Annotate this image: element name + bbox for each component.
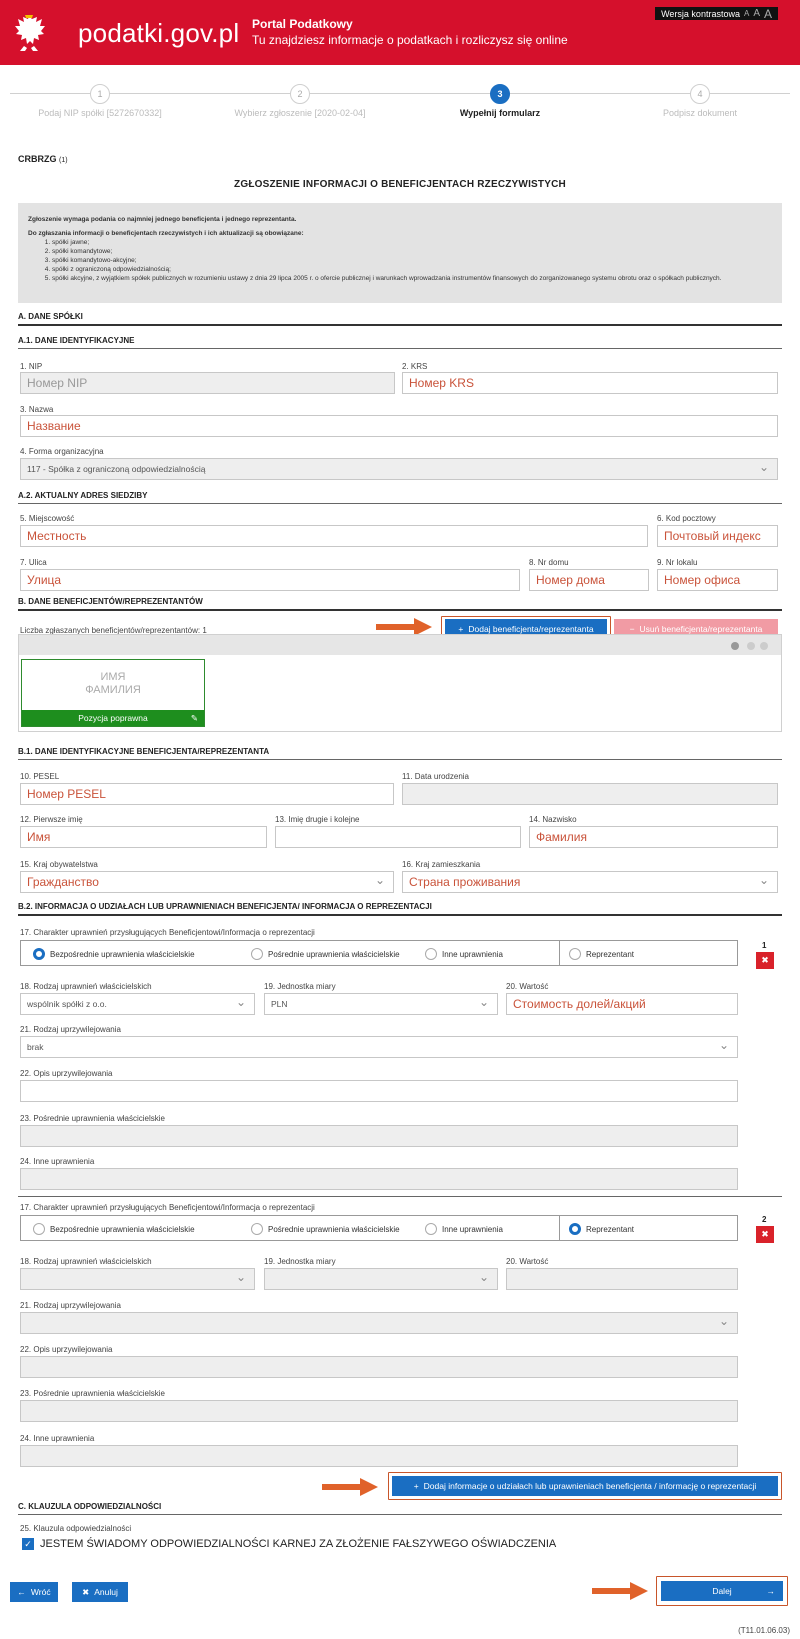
section-a1-title: A.1. DANE IDENTYFIKACYJNE [18, 336, 782, 349]
site-header [0, 0, 800, 65]
info-line-1: Zgłoszenie wymaga podania co najmniej jednego beneficjenta i jednego reprezentanta. [28, 216, 297, 223]
entry-1-other-label: 24. Inne uprawnienia [20, 1157, 95, 1166]
nip-label: 1. NIP [20, 362, 43, 371]
flat-label: 9. Nr lokalu [657, 558, 698, 567]
first-name-field[interactable]: Имя [20, 826, 267, 848]
entry-1-other-field[interactable] [20, 1168, 738, 1190]
carousel-prev-icon[interactable] [747, 642, 755, 650]
section-a2-title: A.2. AKTUALNY ADRES SIEDZIBY [18, 491, 782, 504]
form-code [18, 154, 68, 164]
entry-2-other-field[interactable] [20, 1445, 738, 1467]
pesel-label: 10. PESEL [20, 772, 60, 781]
clause-checkbox[interactable] [22, 1538, 34, 1550]
option-label: Reprezentant [586, 1224, 635, 1234]
pesel-field[interactable]: Номер PESEL [20, 783, 394, 805]
step-1 [0, 82, 200, 118]
contrast-label: Wersja kontrastowa [661, 8, 740, 19]
card-name [22, 671, 204, 697]
section-a-title: A. DANE SPÓŁKI [18, 312, 782, 326]
zip-label: 6. Kod pocztowy [657, 514, 716, 523]
back-button[interactable] [10, 1582, 58, 1602]
surname-label: 14. Nazwisko [529, 815, 577, 824]
radio-unchecked-icon [569, 948, 581, 960]
entry-2-option-representative[interactable] [569, 1223, 634, 1235]
citizenship-select[interactable]: Гражданство ⌄ [20, 871, 394, 893]
name-field[interactable]: Название [20, 415, 778, 437]
first-name-label: 12. Pierwsze imię [20, 815, 83, 824]
arrow-left-icon: ← [17, 1587, 26, 1597]
dob-label: 11. Data urodzenia [402, 772, 470, 781]
step-3-label: Wypełnij formularz [459, 108, 541, 118]
entry-2-other-label: 24. Inne uprawnienia [20, 1434, 95, 1443]
entry-2-char-label: 17. Charakter uprawnień przysługujących Beneficjentowi/Informacja o reprezentacji [20, 1203, 315, 1212]
back-label: Wróć [30, 1587, 51, 1597]
entry-2-option-other[interactable] [425, 1223, 503, 1235]
entry-2-priv-desc-label: 22. Opis uprzywilejowania [20, 1345, 113, 1354]
option-label: Reprezentant [586, 949, 635, 959]
entry-2-value-field[interactable] [506, 1268, 738, 1290]
entry-2-indirect-label: 23. Pośrednie uprawnienia właścicielskie [20, 1389, 165, 1398]
section-c-title: C. KLAUZULA ODPOWIEDZIALNOŚCI [18, 1502, 782, 1515]
flat-field[interactable]: Номер офиса [657, 569, 778, 591]
pencil-icon[interactable]: ✎ [190, 713, 198, 723]
section-b1-title: B.1. DANE IDENTYFIKACYJNE BENEFICJENTA/REPREZENTANTA [18, 747, 782, 760]
clause-label: 25. Klauzula odpowiedzialności [20, 1524, 132, 1533]
entry-2-option-indirect[interactable] [251, 1223, 400, 1235]
plus-icon: + [458, 624, 464, 634]
site-brand[interactable]: podatki.gov.pl [78, 18, 240, 48]
plus-icon: + [413, 1481, 419, 1491]
entry-2-index: 2 [762, 1215, 767, 1224]
entry-divider [18, 1196, 782, 1197]
nip-field[interactable]: Номер NIP [20, 372, 395, 394]
option-label: Bezpośrednie uprawnienia właścicielskie [50, 949, 195, 959]
entry-2-unit-select[interactable] [264, 1268, 498, 1290]
step-4-number: 4 [690, 84, 710, 104]
entry-2-priv-desc-field[interactable] [20, 1356, 738, 1378]
portal-subtitle: Tu znajdziesz informacje o podatkach i rozliczysz się online [252, 33, 568, 47]
carousel-dot-active[interactable] [731, 642, 739, 650]
step-2-label: Wybierz zgłoszenie [2020-02-04] [234, 108, 366, 118]
entry-1-unit-select[interactable]: PLN ⌄ [264, 993, 498, 1015]
section-b-title: B. DANE BENEFICJENTÓW/REPREZENTANTÓW [18, 597, 782, 611]
close-icon: ✖ [82, 1586, 90, 1597]
page-title: ZGŁOSZENIE INFORMACJI O BENEFICJENTACH RZECZYWISTYCH [234, 179, 566, 190]
carousel-next-icon[interactable] [760, 642, 768, 650]
entry-1-type-label: 18. Rodzaj uprawnień właścicielskich [20, 982, 152, 991]
step-4-label: Podpisz dokument [662, 108, 738, 118]
entry-1-option-indirect[interactable] [251, 948, 400, 960]
entry-1-indirect-label: 23. Pośrednie uprawnienia właścicielskie [20, 1114, 165, 1123]
info-list-item: 5. spółki akcyjne, z wyjątkiem spółek publicznych w rozumieniu ustawy z dnia 29 lipca 2005 r. o ofercie publicznej i warunkach wprowadzania instrumentów finansowych do zorganizowanego systemu obrotu oraz o spółkach publicznych. [52, 274, 772, 283]
dob-field[interactable] [402, 783, 778, 805]
entry-1-option-direct[interactable] [33, 948, 195, 960]
entry-1-char-radiogroup [20, 940, 738, 966]
info-list-item: 4. spółki z ograniczoną odpowiedzialnością; [52, 265, 772, 274]
portal-title: Portal Podatkowy [252, 17, 353, 31]
cancel-button[interactable] [72, 1582, 128, 1602]
carousel-toolbar [19, 635, 781, 655]
entry-1-priv-select[interactable]: brak ⌄ [20, 1036, 738, 1058]
radio-checked-icon [33, 948, 45, 960]
entry-1-char-label: 17. Charakter uprawnień przysługujących Beneficjentowi/Informacja o reprezentacji [20, 928, 315, 937]
card-last-name: ФАМИЛИЯ [85, 684, 141, 696]
form-code-text: CRBRZG [18, 154, 57, 164]
add-beneficiary-label: Dodaj beneficjenta/reprezentanta [468, 624, 594, 634]
entry-1-value-label: 20. Wartość [506, 982, 549, 991]
entry-1-indirect-field[interactable] [20, 1125, 738, 1147]
entry-2-char-radiogroup [20, 1215, 738, 1241]
radio-unchecked-icon [33, 1223, 45, 1235]
entry-2-value-label: 20. Wartość [506, 1257, 549, 1266]
font-size-large[interactable]: A [763, 6, 772, 21]
entry-1-option-other[interactable] [425, 948, 503, 960]
wizard-stepper [0, 82, 800, 122]
entry-1-priv-desc-field[interactable] [20, 1080, 738, 1102]
residence-label: 16. Kraj zamieszkania [402, 860, 481, 869]
info-list-item: 2. spółki komandytowe; [52, 247, 772, 256]
zip-field[interactable]: Почтовый индекс [657, 525, 778, 547]
step-4 [600, 82, 800, 118]
form-version-code: (T11.01.06.03) [738, 1626, 790, 1635]
step-3 [400, 82, 600, 118]
next-label: Dalej [712, 1586, 732, 1596]
info-line-2: Do zgłaszania informacji o beneficjentach rzeczywistych i ich aktualizacji są obowiązane: [28, 230, 304, 237]
entry-2-delete-icon[interactable]: ✖ [756, 1226, 774, 1243]
entry-2-priv-label: 21. Rodzaj uprzywilejowania [20, 1301, 121, 1310]
krs-label: 2. KRS [402, 362, 428, 371]
add-share-info-button[interactable] [392, 1476, 778, 1496]
step-1-label: Podaj NIP spółki [5272670332] [38, 108, 162, 118]
entry-1-option-representative[interactable] [569, 948, 634, 960]
entry-2-priv-select[interactable] [20, 1312, 738, 1334]
section-b2-title: B.2. INFORMACJA O UDZIAŁACH LUB UPRAWNIENIACH BENEFICJENTA/ INFORMACJA O REPREZENTACJI [18, 902, 782, 916]
house-field[interactable]: Номер дома [529, 569, 649, 591]
step-2-number: 2 [290, 84, 310, 104]
entry-2-indirect-field[interactable] [20, 1400, 738, 1422]
step-3-number: 3 [490, 84, 510, 104]
residence-select[interactable]: Страна проживания ⌄ [402, 871, 778, 893]
entry-1-priv-label: 21. Rodzaj uprzywilejowania [20, 1025, 121, 1034]
add-share-info-label: Dodaj informacje o udziałach lub uprawnieniach beneficjenta / informację o reprezentacji [423, 1481, 757, 1491]
street-label: 7. Ulica [20, 558, 47, 567]
annotation-arrow-icon [592, 1582, 648, 1600]
option-label: Pośrednie uprawnienia właścicielskie [268, 1224, 400, 1234]
contrast-toggle[interactable] [655, 7, 778, 20]
entry-2-unit-label: 19. Jednostka miary [264, 1257, 336, 1266]
surname-field[interactable]: Фамилия [529, 826, 778, 848]
card-status-label: Pozycja poprawna [78, 713, 148, 723]
next-button[interactable] [661, 1581, 783, 1601]
arrow-right-icon: → [766, 1586, 775, 1596]
second-name-label: 13. Imię drugie i kolejne [275, 815, 360, 824]
beneficiary-carousel [18, 634, 782, 732]
entry-1-value-field[interactable]: Стоимость долей/акций [506, 993, 738, 1015]
beneficiary-count: Liczba zgłaszanych beneficjentów/reprezentantów: 1 [20, 626, 207, 635]
entry-2-option-direct[interactable] [33, 1223, 195, 1235]
option-label: Bezpośrednie uprawnienia właścicielskie [50, 1224, 195, 1234]
option-label: Inne uprawnienia [442, 949, 503, 959]
card-first-name: ИМЯ [100, 671, 126, 683]
step-2 [200, 82, 400, 118]
radio-checked-icon [569, 1223, 581, 1235]
entry-1-index: 1 [762, 941, 767, 950]
house-label: 8. Nr domu [529, 558, 569, 567]
annotation-arrow-icon [322, 1478, 378, 1496]
entry-1-delete-icon[interactable]: ✖ [756, 952, 774, 969]
radio-unchecked-icon [425, 1223, 437, 1235]
radio-unchecked-icon [251, 948, 263, 960]
card-status-bar [22, 710, 204, 726]
form-version: (1) [59, 157, 68, 164]
remove-beneficiary-label: Usuń beneficjenta/reprezentanta [639, 624, 763, 634]
name-label: 3. Nazwa [20, 405, 54, 414]
font-size-small[interactable]: A [743, 9, 750, 18]
entry-1-priv-desc-label: 22. Opis uprzywilejowania [20, 1069, 113, 1078]
checkmark-icon: ✓ [24, 1539, 32, 1549]
city-label: 5. Miejscowość [20, 514, 75, 523]
org-form-select[interactable]: 117 - Spółka z ograniczoną odpowiedzialnością ⌄ [20, 458, 778, 480]
option-label: Pośrednie uprawnienia właścicielskie [268, 949, 400, 959]
entry-1-type-select[interactable]: wspólnik spółki z o.o. ⌄ [20, 993, 255, 1015]
radio-unchecked-icon [251, 1223, 263, 1235]
entry-1-unit-label: 19. Jednostka miary [264, 982, 336, 991]
entry-2-type-select[interactable] [20, 1268, 255, 1290]
street-field[interactable]: Улица [20, 569, 520, 591]
org-form-label: 4. Forma organizacyjna [20, 447, 104, 456]
info-list-item: 3. spółki komandytowo-akcyjne; [52, 256, 772, 265]
info-list [28, 238, 772, 283]
info-box [18, 203, 782, 303]
city-field[interactable]: Местность [20, 525, 648, 547]
beneficiary-card[interactable] [21, 659, 205, 727]
citizenship-label: 15. Kraj obywatelstwa [20, 860, 98, 869]
krs-field[interactable]: Номер KRS [402, 372, 778, 394]
step-1-number: 1 [90, 84, 110, 104]
entry-2-type-label: 18. Rodzaj uprawnień właścicielskich [20, 1257, 152, 1266]
info-list-item: 1. spółki jawne; [52, 238, 772, 247]
option-label: Inne uprawnienia [442, 1224, 503, 1234]
font-size-medium[interactable]: A [753, 8, 760, 19]
minus-icon: − [629, 624, 635, 634]
cancel-label: Anuluj [94, 1587, 118, 1597]
second-name-field[interactable] [275, 826, 521, 848]
clause-text: JESTEM ŚWIADOMY ODPOWIEDZIALNOŚCI KARNEJ ZA ZŁOŻENIE FAŁSZYWEGO OŚWIADCZENIA [40, 1538, 557, 1550]
radio-unchecked-icon [425, 948, 437, 960]
eagle-emblem-icon [10, 12, 48, 54]
